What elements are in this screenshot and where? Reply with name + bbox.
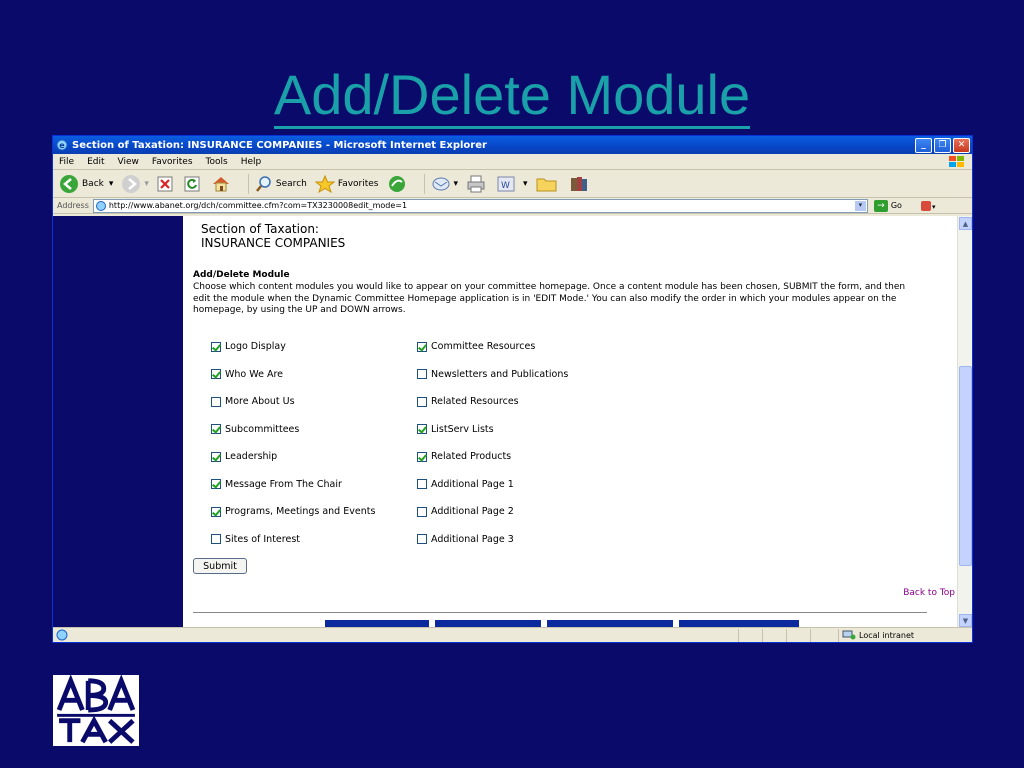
edit-dropdown-icon[interactable]: ▾ (523, 178, 528, 189)
printer-icon (466, 175, 486, 193)
menu-help[interactable]: Help (240, 156, 262, 167)
module-label: Related Products (431, 451, 512, 462)
go-button[interactable] (874, 200, 902, 212)
menu-bar (53, 154, 972, 170)
module-option[interactable] (211, 479, 342, 490)
vertical-scrollbar[interactable] (957, 216, 972, 628)
module-label: Sites of Interest (225, 533, 300, 545)
print-button[interactable] (466, 175, 489, 193)
home-icon (211, 175, 231, 193)
word-edit-icon (497, 176, 515, 192)
module-label: Message From The Chair (225, 478, 342, 490)
status-segment (762, 629, 786, 642)
toolbar (53, 170, 972, 198)
module-option[interactable] (417, 424, 494, 435)
module-label: Committee Resources (431, 341, 536, 352)
module-checkbox[interactable] (417, 507, 427, 517)
stop-button[interactable] (157, 176, 176, 192)
module-checkbox[interactable] (417, 534, 427, 544)
search-label: Search (275, 178, 307, 189)
svg-text:e: e (59, 141, 65, 150)
left-nav-panel (53, 216, 183, 628)
module-label: Additional Page 3 (431, 533, 514, 545)
browser-window (52, 135, 973, 643)
module-option[interactable] (417, 479, 514, 490)
toolbar-separator (248, 174, 249, 194)
menu-edit[interactable]: Edit (87, 156, 105, 167)
close-button[interactable]: ✕ (953, 138, 970, 153)
module-option[interactable] (211, 396, 295, 407)
section-heading (201, 222, 345, 250)
status-segment (738, 629, 762, 642)
window-title: Section of Taxation: INSURANCE COMPANIES - Microsoft Internet Explorer (72, 139, 487, 151)
module-checkbox[interactable] (417, 369, 427, 379)
slide-title-text: Add/Delete Module (274, 64, 750, 129)
star-icon (315, 175, 335, 193)
menu-view[interactable]: View (117, 156, 139, 167)
svg-text:W: W (501, 180, 510, 191)
module-label: Subcommittees (225, 423, 300, 435)
module-option[interactable] (417, 506, 514, 517)
module-label: Additional Page 2 (431, 506, 514, 517)
module-checkbox[interactable] (417, 424, 427, 434)
go-arrow-icon: → (874, 200, 888, 212)
module-checkbox[interactable] (417, 397, 427, 407)
media-button[interactable] (387, 174, 410, 194)
module-heading: Add/Delete Module (193, 270, 290, 280)
folder-icon (536, 175, 558, 193)
search-button[interactable] (255, 175, 307, 193)
scroll-thumb[interactable] (959, 366, 972, 566)
security-zone (838, 629, 914, 642)
scroll-up-icon[interactable]: ▲ (959, 217, 972, 230)
committee-name: INSURANCE COMPANIES (201, 236, 346, 250)
submit-button[interactable]: Submit (193, 558, 247, 574)
home-button[interactable] (211, 175, 234, 193)
intranet-icon (842, 630, 856, 640)
scroll-down-icon[interactable]: ▼ (959, 614, 972, 627)
mail-dropdown-icon[interactable]: ▾ (453, 178, 459, 189)
refresh-icon (184, 176, 200, 192)
links-icon[interactable] (920, 200, 936, 212)
address-bar (53, 198, 972, 214)
refresh-button[interactable] (184, 176, 203, 192)
module-label: More About Us (225, 396, 295, 407)
module-checkbox[interactable] (211, 397, 221, 407)
status-segment (786, 629, 810, 642)
module-checkbox[interactable] (211, 534, 221, 544)
back-dropdown-icon[interactable]: ▾ (108, 178, 114, 189)
maximize-button[interactable]: ❐ (934, 138, 951, 153)
svg-text:▾: ▾ (931, 202, 936, 211)
search-icon (255, 175, 273, 193)
module-option[interactable] (417, 451, 511, 462)
module-label: Who We Are (225, 368, 283, 380)
page-icon (96, 201, 106, 211)
status-bar (53, 627, 972, 642)
module-option[interactable] (211, 534, 300, 545)
edit-button[interactable] (497, 176, 528, 192)
minimize-button[interactable]: _ (915, 138, 932, 153)
slide-title (0, 62, 1024, 129)
menu-favorites[interactable]: Favorites (151, 156, 193, 167)
favorites-button[interactable] (315, 175, 379, 193)
module-checkbox[interactable] (417, 342, 427, 352)
module-label: Programs, Meetings and Events (225, 506, 376, 517)
module-option[interactable] (417, 396, 519, 407)
module-label: Leadership (225, 451, 278, 462)
module-option[interactable] (417, 341, 535, 352)
page-viewport[interactable] (53, 216, 972, 628)
discuss-button[interactable] (536, 175, 561, 193)
mail-icon (431, 175, 451, 193)
module-checkbox[interactable] (211, 507, 221, 517)
module-checkbox[interactable] (211, 479, 221, 489)
module-description: Choose which content modules you would like to appear on your committee homepage. Once a content module has been chosen, SUBMIT the form, and then edit the module when the Dynamic Committee Homepage application is in 'EDIT Mode.' You can also modify the order in which your modules appear on the homepage, by using the UP and DOWN arrows. (193, 282, 906, 315)
address-input[interactable] (93, 199, 868, 213)
module-option[interactable] (211, 451, 277, 462)
page-body (193, 216, 955, 628)
module-label: Related Resources (431, 396, 519, 407)
module-checkbox[interactable] (211, 369, 221, 379)
back-arrow-icon (59, 174, 79, 194)
research-button[interactable] (569, 175, 592, 193)
ie-icon (56, 139, 68, 151)
stop-icon (157, 176, 173, 192)
mail-button[interactable] (431, 175, 459, 193)
module-label: Logo Display (225, 341, 286, 352)
back-button[interactable] (59, 174, 113, 194)
module-option[interactable] (211, 424, 299, 435)
windows-logo-icon (948, 155, 966, 168)
menu-tools[interactable]: Tools (205, 156, 228, 167)
module-checkbox[interactable] (211, 424, 221, 434)
go-label: Go (890, 201, 902, 210)
module-option[interactable] (211, 369, 283, 380)
section-title: Section of Taxation: (201, 222, 319, 236)
module-checkbox[interactable] (417, 452, 427, 462)
address-label: Address (57, 201, 89, 210)
title-bar[interactable] (53, 136, 972, 154)
module-label: Newsletters and Publications (431, 368, 569, 380)
toolbar-separator (424, 174, 425, 194)
module-checkbox[interactable] (211, 342, 221, 352)
module-checkbox[interactable] (211, 452, 221, 462)
address-url: http://www.abanet.org/dch/committee.cfm?com=TX3230008edit_mode=1 (108, 201, 408, 210)
module-label: Additional Page 1 (431, 478, 514, 490)
module-checkbox[interactable] (417, 479, 427, 489)
module-option[interactable] (417, 369, 568, 380)
favorites-label: Favorites (337, 178, 379, 189)
module-option[interactable] (211, 341, 286, 352)
menu-file[interactable]: File (59, 156, 75, 167)
back-to-top-link[interactable]: Back to Top (903, 588, 955, 598)
module-option[interactable] (211, 506, 375, 517)
divider (193, 612, 927, 613)
zone-label: Local intranet (859, 630, 915, 640)
address-dropdown-icon[interactable]: ▾ (855, 201, 866, 211)
forward-arrow-icon (121, 174, 141, 194)
forward-button[interactable] (121, 174, 149, 194)
module-option[interactable] (417, 534, 514, 545)
page-status-icon (56, 629, 68, 641)
aba-tax-logo (52, 674, 140, 747)
status-segment (810, 629, 834, 642)
back-label: Back (82, 178, 104, 189)
module-label: ListServ Lists (431, 423, 494, 435)
forward-dropdown-icon[interactable]: ▾ (144, 178, 149, 189)
research-icon (569, 175, 589, 193)
media-icon (387, 174, 407, 194)
